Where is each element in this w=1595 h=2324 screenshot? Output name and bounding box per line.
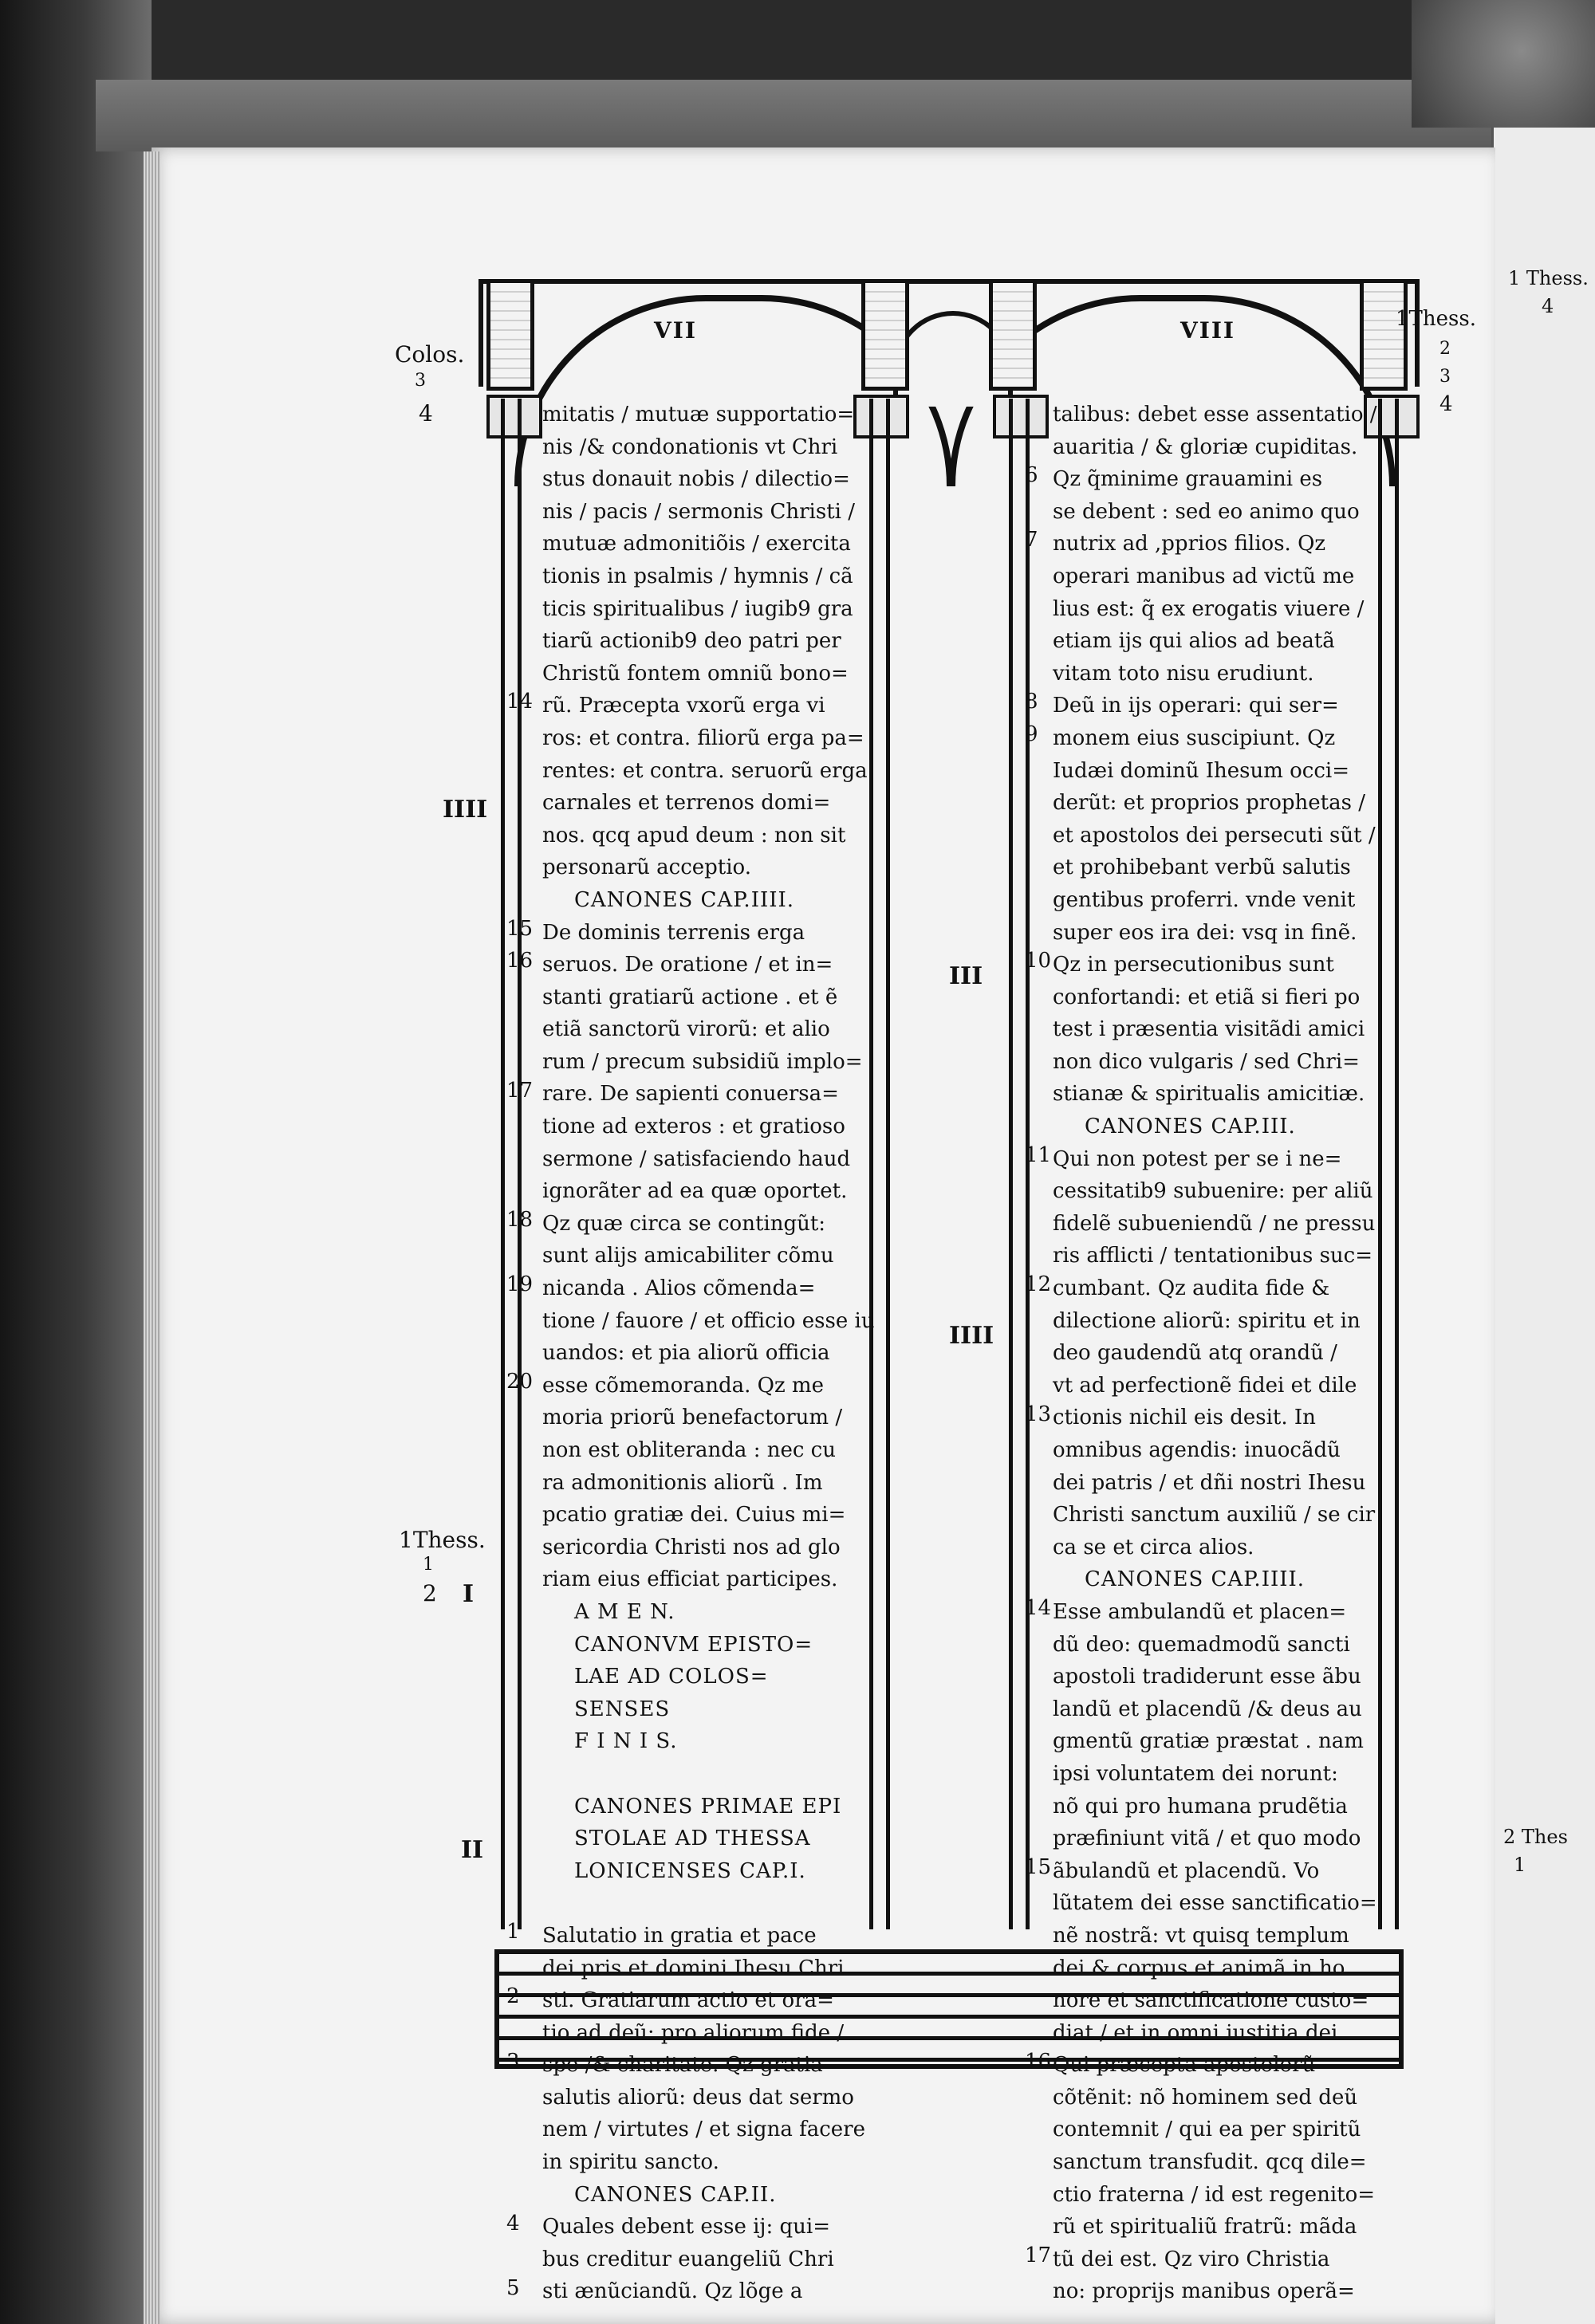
text-line: cessitatib9 subuenire: per aliũ xyxy=(1053,1179,1373,1204)
line-number: 11 xyxy=(1025,1142,1052,1167)
line-number: 10 xyxy=(1025,949,1052,973)
text-line: tiarũ actionib9 deo patri per xyxy=(542,629,841,654)
line-number: 15 xyxy=(506,916,534,941)
text-line: auaritia / & gloriæ cupiditas. xyxy=(1053,435,1358,459)
page-edges xyxy=(144,151,160,2324)
line-number: 9 xyxy=(1025,722,1038,746)
pillar-left xyxy=(501,399,522,1929)
text-line: ca se et circa alios. xyxy=(1053,1535,1254,1559)
text-line: nem / virtutes / et signa facere xyxy=(542,2118,865,2142)
text-line: nis /& condonationis vt Chri xyxy=(542,435,838,459)
line-number: 16 xyxy=(1025,2049,1052,2074)
text-line: no: proprijs manibus operã= xyxy=(1053,2279,1355,2304)
text-line: CANONES CAP.IIII. xyxy=(1085,1567,1306,1592)
text-line: ris afflicti / tentationibus suc= xyxy=(1053,1244,1373,1268)
margin-colos-4: 4 xyxy=(419,400,433,427)
text-line xyxy=(542,1887,875,1920)
text-line: nõ qui pro humana prudẽtia xyxy=(1053,1794,1348,1819)
text-line: ãbulandũ et placendũ. Vo xyxy=(1053,1858,1320,1883)
text-line: vitam toto nisu erudiunt. xyxy=(1053,661,1314,686)
line-number: 5 xyxy=(506,2275,520,2300)
text-line: A M E N. xyxy=(574,1599,675,1624)
text-line: carnales et terrenos domi= xyxy=(542,791,831,816)
margin-thess-right-4: 4 xyxy=(1439,392,1453,416)
text-line: Deũ in ijs operari: qui ser= xyxy=(1053,694,1339,718)
text-line xyxy=(542,1758,875,1791)
text-line: dei pris et domini Ihesu Chri xyxy=(542,1956,845,1980)
text-line: ra admonitionis aliorũ . Im xyxy=(542,1470,823,1495)
text-line: ctionis nichil eis desit. In xyxy=(1053,1406,1316,1430)
text-line: tionis in psalmis / hymnis / cã xyxy=(542,564,853,588)
text-line: præfiniunt vitã / et quo modo xyxy=(1053,1827,1361,1851)
text-line: lius est: q̃ ex erogatis viuere / xyxy=(1053,596,1365,621)
line-number: 19 xyxy=(506,1272,534,1297)
line-number: 16 xyxy=(506,949,534,973)
text-line: non est obliteranda : nec cu xyxy=(542,1438,836,1462)
text-line: esse cõmemoranda. Qz me xyxy=(542,1373,824,1398)
text-line: etiã sanctorũ virorũ: et alio xyxy=(542,1017,830,1042)
text-line: et apostolos dei persecuti sũt / xyxy=(1053,823,1376,847)
text-line: bus creditur euangeliũ Chri xyxy=(542,2247,834,2271)
line-number: 6 xyxy=(1025,463,1038,488)
next-page-edge xyxy=(1491,128,1595,2324)
text-line: super eos ira dei: vsq in finẽ. xyxy=(1053,920,1357,945)
text-line: stanti gratiarũ actione . et ẽ xyxy=(542,985,838,1009)
margin-thess-left: 1Thess. xyxy=(399,1527,486,1553)
text-line: CANONES CAP.IIII. xyxy=(574,887,795,912)
center-right-tower xyxy=(989,279,1037,391)
line-number: 17 xyxy=(506,1078,534,1103)
text-line: riam eius efficiat participes. xyxy=(542,1567,838,1592)
text-line: apostoli tradiderunt esse ãbu xyxy=(1053,1665,1361,1689)
next-page-4: 4 xyxy=(1542,295,1554,317)
line-number: 13 xyxy=(1025,1402,1052,1426)
line-number: 3 xyxy=(506,2049,520,2074)
text-line: ticis spiritualibus / iugib9 gra xyxy=(542,596,853,621)
clasp-strap xyxy=(1412,0,1595,128)
text-line: dei patris / et dñi nostri Ihesu xyxy=(1053,1470,1366,1495)
text-line: De dominis terrenis erga xyxy=(542,920,805,945)
margin-colos: Colos. xyxy=(395,341,465,368)
line-number: 7 xyxy=(1025,528,1038,552)
text-line: omnibus agendis: inuocãdũ xyxy=(1053,1438,1341,1462)
text-line: nos. qcq apud deum : non sit xyxy=(542,823,846,847)
text-line: seruos. De oratione / et in= xyxy=(542,953,833,977)
right-text-column xyxy=(1053,399,1377,2308)
text-line: dilectione aliorũ: spiritu et in xyxy=(1053,1308,1361,1333)
text-line: sunt alijs amicabiliter cõmu xyxy=(542,1244,834,1268)
margin-colos-3: 3 xyxy=(415,371,426,391)
text-line: nis / pacis / sermonis Christi / xyxy=(542,499,855,524)
text-line: stus donauit nobis / dilectio= xyxy=(542,467,850,492)
text-line: Qz q̃minime grauamini es xyxy=(1053,467,1323,492)
text-line: nicanda . Alios cõmenda= xyxy=(542,1276,816,1301)
text-line: Qz in persecutionibus sunt xyxy=(1053,953,1334,977)
text-line: mutuæ admonitiõis / exercita xyxy=(542,532,851,556)
line-number: 17 xyxy=(1025,2243,1052,2268)
text-line: nẽ nostrã: vt quisq templum xyxy=(1053,1923,1349,1948)
line-number: 15 xyxy=(1025,1855,1052,1879)
text-line: Qz quæ circa se contingũt: xyxy=(542,1211,826,1236)
text-line: personarũ acceptio. xyxy=(542,855,752,880)
line-number: 4 xyxy=(506,2211,520,2236)
margin-thess-left-2: 2 xyxy=(423,1580,437,1606)
margin-thess-right-3: 3 xyxy=(1439,367,1451,387)
line-number: 12 xyxy=(1025,1272,1052,1297)
text-line: nore et sanctificatione custo= xyxy=(1053,1988,1369,2013)
text-line: cumbant. Qz audita fide & xyxy=(1053,1276,1330,1301)
text-line: Qui præcepta apostolorũ xyxy=(1053,2053,1316,2078)
text-line: tione ad exteros : et gratioso xyxy=(542,1115,845,1139)
text-line: mitatis / mutuæ supportatio= xyxy=(542,403,855,427)
text-line: test i præsentia visitãdi amici xyxy=(1053,1017,1365,1042)
column-number-left: VII xyxy=(654,317,697,344)
text-line: Quales debent esse ij: qui= xyxy=(542,2215,831,2239)
text-line: ignorãter ad ea quæ oportet. xyxy=(542,1179,848,1204)
text-line: etiam ijs qui alios ad beatã xyxy=(1053,629,1335,654)
text-line: sericordia Christi nos ad glo xyxy=(542,1535,841,1559)
text-line: rare. De sapienti conuersa= xyxy=(542,1082,839,1107)
line-number: 20 xyxy=(506,1370,534,1394)
next-page-1: 1 xyxy=(1514,1854,1526,1876)
chapter-marker-right-iiii: IIII xyxy=(949,1322,994,1350)
text-line: deo gaudendũ atq orandũ / xyxy=(1053,1341,1337,1366)
line-number: 18 xyxy=(506,1208,534,1232)
next-page-thess: 1 Thess. xyxy=(1508,267,1589,289)
margin-thess-right-2: 2 xyxy=(1439,339,1451,359)
text-line: stianæ & spiritualis amicitiæ. xyxy=(1053,1082,1365,1107)
text-line: contemnit / qui ea per spiritũ xyxy=(1053,2118,1361,2142)
margin-thess-left-1: 1 xyxy=(423,1555,434,1575)
text-line: monem eius suscipiunt. Qz xyxy=(1053,726,1336,750)
line-number: 8 xyxy=(1025,690,1038,714)
text-line: LONICENSES CAP.I. xyxy=(574,1858,806,1883)
text-line: fidelẽ subueniendũ / ne pressu xyxy=(1053,1211,1376,1236)
text-line: rũ et spiritualiũ fratrũ: mãda xyxy=(1053,2215,1357,2239)
chapter-marker-left-i: I xyxy=(463,1580,475,1608)
line-number: 14 xyxy=(1025,1596,1052,1621)
text-line: cõtẽnit: nõ hominem sed deũ xyxy=(1053,2085,1358,2110)
text-line: moria priorũ benefactorum / xyxy=(542,1406,843,1430)
text-line: CANONES CAP.III. xyxy=(1085,1115,1296,1139)
text-line: operari manibus ad victũ me xyxy=(1053,564,1355,588)
text-line: Salutatio in gratia et pace xyxy=(542,1923,817,1948)
margin-thess-right: 1Thess. xyxy=(1396,307,1476,331)
text-line: F I N I S. xyxy=(574,1729,678,1754)
text-line: talibus: debet esse assentatio / xyxy=(1053,403,1377,427)
next-page-thes-bottom: 2 Thes xyxy=(1503,1826,1568,1848)
text-line: rum / precum subsidiũ implo= xyxy=(542,1049,863,1074)
text-line: Qui non potest per se i ne= xyxy=(1053,1146,1342,1171)
book-binding xyxy=(0,0,152,2324)
text-line: in spiritu sancto. xyxy=(542,2150,719,2175)
line-number: 14 xyxy=(506,690,534,714)
text-line: tũ dei est. Qz viro Christia xyxy=(1053,2247,1330,2271)
text-line: lũtatem dei esse sanctificatio= xyxy=(1053,1891,1377,1916)
text-line: STOLAE AD THESSA xyxy=(574,1827,811,1851)
text-line: vt ad perfectionẽ fidei et dile xyxy=(1053,1373,1357,1398)
text-line: tio ad deũ: pro aliorum fide / xyxy=(542,2020,845,2045)
left-tower xyxy=(486,279,534,391)
text-line: gentibus proferri. vnde venit xyxy=(1053,887,1356,912)
text-line: ros: et contra. filiorũ erga pa= xyxy=(542,726,864,750)
text-line: landũ et placendũ /& deus au xyxy=(1053,1697,1362,1721)
column-number-right: VIII xyxy=(1180,317,1236,344)
text-line: Christũ fontem omniũ bono= xyxy=(542,661,849,686)
text-line: LAE AD COLOS= xyxy=(574,1665,769,1689)
text-line: sanctum transfudit. qcq dile= xyxy=(1053,2150,1367,2175)
text-line: sti ænũciandũ. Qz lõge a xyxy=(542,2279,803,2304)
text-line: sti. Gratiarum actio et ora= xyxy=(542,1988,834,2013)
line-number: 2 xyxy=(506,1984,520,2009)
text-line: confortandi: et etiã si fieri po xyxy=(1053,985,1361,1009)
text-line: se debent : sed eo animo quo xyxy=(1053,499,1360,524)
text-line: CANONVM EPISTO= xyxy=(574,1632,813,1657)
cover-edge xyxy=(96,80,1499,151)
text-line: dũ deo: quemadmodũ sancti xyxy=(1053,1632,1350,1657)
text-line: sermone / satisfaciendo haud xyxy=(542,1146,851,1171)
text-line: Iudæi dominũ Ihesum occi= xyxy=(1053,758,1349,783)
text-line: rũ. Præcepta vxorũ erga vi xyxy=(542,694,825,718)
left-text-column xyxy=(542,399,875,2308)
text-line: ipsi voluntatem dei norunt: xyxy=(1053,1761,1338,1786)
chapter-marker-left-iiii: IIII xyxy=(443,796,488,824)
text-line: gmentũ gratiæ præstat . nam xyxy=(1053,1729,1364,1754)
text-line: uandos: et pia aliorũ officia xyxy=(542,1341,830,1366)
text-line: non dico vulgaris / sed Chri= xyxy=(1053,1049,1360,1074)
chapter-marker-left-ii: II xyxy=(461,1836,484,1864)
text-line: derũt: et proprios prophetas / xyxy=(1053,791,1365,816)
text-line: dei & corpus et animã in ho xyxy=(1053,1956,1345,1980)
text-line: Esse ambulandũ et placen= xyxy=(1053,1599,1347,1624)
text-line: CANONES PRIMAE EPI xyxy=(574,1794,842,1819)
text-line: pcatio gratiæ dei. Cuius mi= xyxy=(542,1503,846,1528)
pillar-right xyxy=(1378,399,1399,1929)
text-line: rentes: et contra. seruorũ erga xyxy=(542,758,868,783)
text-line: CANONES CAP.II. xyxy=(574,2182,777,2207)
text-line: ctio fraterna / id est regenito= xyxy=(1053,2182,1376,2207)
text-line: diat / et in omni iustitia dei. xyxy=(1053,2020,1345,2045)
right-tower xyxy=(1360,279,1408,391)
line-number: 1 xyxy=(506,1920,520,1945)
center-left-tower xyxy=(861,279,909,391)
text-line: SENSES xyxy=(574,1697,671,1721)
text-line: salutis aliorũ: deus dat sermo xyxy=(542,2085,854,2110)
chapter-marker-right-iii: III xyxy=(949,962,983,990)
text-line: tione / fauore / et officio esse iu xyxy=(542,1308,875,1333)
text-line: Christi sanctum auxiliũ / se cir xyxy=(1053,1503,1376,1528)
text-line: nutrix ad ,pprios filios. Qz xyxy=(1053,532,1326,556)
text-line: et prohibebant verbũ salutis xyxy=(1053,855,1351,880)
text-line: spe /& charitate. Qz gratia xyxy=(542,2053,823,2078)
